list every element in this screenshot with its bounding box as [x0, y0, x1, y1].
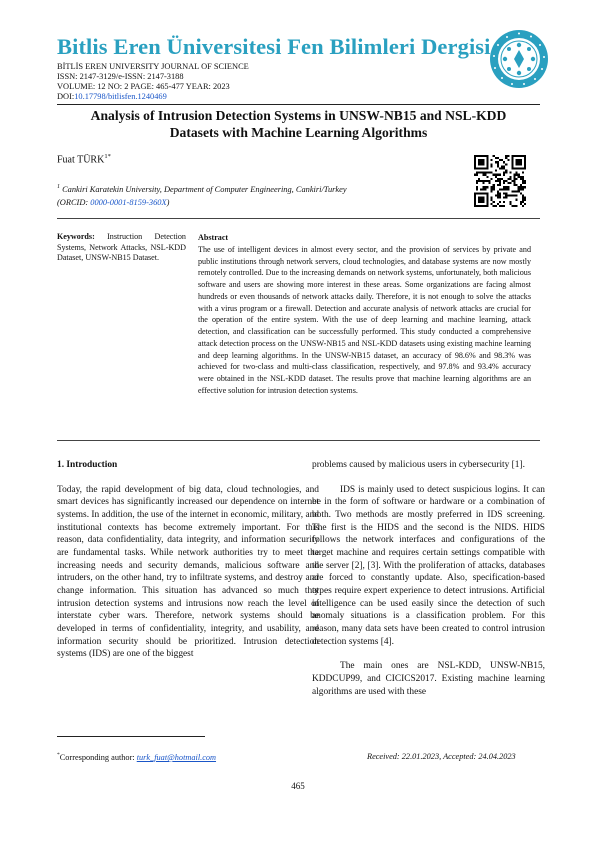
orcid-link[interactable]: 0000-0001-8159-360X: [90, 197, 167, 207]
doi-link[interactable]: 10.17798/bitlisfen.1240469: [74, 92, 167, 101]
right-column: [312, 459, 545, 698]
paper-title-line2: Datasets with Machine Learning Algorithms: [169, 125, 428, 140]
left-column: [57, 459, 319, 661]
abstract-divider: [57, 440, 540, 441]
keywords-text: Instruction Detection Systems, Network Attacks, NSL-KDD Dataset, UNSW-NB15 Dataset.: [57, 232, 186, 263]
qr-code-icon: [474, 155, 526, 207]
footnote-divider: [57, 736, 205, 737]
header-divider: [57, 104, 540, 105]
author-divider: [57, 218, 540, 219]
intro-paragraph-1: Today, the rapid development of big data, cloud technologies, and smart devices has significantly increased our dependence on internet systems. In addition, the use of the internet in economic, military, and institutional contexts has become extremely important. For this reason, data confidentiality, data integrity, and information security are fundamental tasks. While network authorities try to meet the increasing needs and security demands, malicious software and intruders, on the other hand, try to infiltrate systems, and destroy and change information. This situation has advanced so much that intrusion detection systems and intrusions now reach the level of interstate cyber wars. Therefore, network systems should be developed in terms of confidentiality, integrity, and usability, and information security should be prioritized. Intrusion detection systems (IDS) are one of the biggest: [57, 484, 319, 660]
intro-paragraph-4: The main ones are NSL-KDD, UNSW-NB15, KDDCUP99, and CICICS2017. Existing machine learning algorithms are used with these: [312, 661, 545, 697]
author-sup: 1*: [104, 153, 111, 160]
paper-title: [57, 107, 540, 141]
keywords-label: Keywords:: [57, 232, 95, 241]
affiliation-text: Cankiri Karatekin University, Department of Computer Engineering, Cankiri/Turkey: [62, 184, 347, 194]
received-accepted-dates: Received: 22.01.2023, Accepted: 24.04.2023: [367, 752, 516, 761]
doi-label: DOI:: [57, 92, 75, 101]
journal-issn: ISSN: 2147-3129/e-ISSN: 2147-3188: [57, 72, 184, 81]
journal-english-name: BİTLİS EREN UNIVERSITY JOURNAL OF SCIENCE: [57, 62, 249, 71]
paper-title-line1: Analysis of Intrusion Detection Systems in UNSW-NB15 and NSL-KDD: [90, 108, 507, 123]
author-email-link[interactable]: turk_fuat@hotmail.com: [136, 752, 217, 762]
journal-volume: VOLUME: 12 NO: 2 PAGE: 465-477 YEAR: 2023: [57, 82, 230, 91]
journal-title: Bitlis Eren Üniversitesi Fen Bilimleri Dergisi: [57, 34, 491, 59]
abstract-text: The use of intelligent devices in almost every sector, and the provision of services by private and public institutions through network servers, cloud technologies, and database systems are now mostly remotely controlled. Due to the increasing demands on network systems, unfortunately, both malicious software and users are showing more interest in these areas. Some organizations are facing almost hundreds or even thousands of network attacks daily. Therefore, it is not enough to solve the attacks with a virus program or a firewall. Detection and accurate analysis of network attacks are crucial for the operation of the entire system. With the use of deep learning and machine learning, attack detection, and classification can be successfully performed. This study conducted a comprehensive attack detection process on the UNSW-NB15 and NSL-KDD datasets using existing machine learning and deep learning algorithms. In the UNSW-NB15 dataset, an accuracy of 98.6% and 98.3% was achieved for two-class and multi-class classification, respectively, and 97.8% and 93.4% accuracy were obtained in the NSL-KDD dataset. The results prove that machine learning algorithms are an effective solution for intrusion detection systems.: [198, 244, 531, 395]
author-name: Fuat TÜRK: [57, 154, 105, 166]
keywords-block: [57, 232, 186, 264]
page-number: 465: [291, 781, 305, 791]
intro-paragraph-2: problems caused by malicious users in cybersecurity [1].: [312, 460, 525, 470]
intro-paragraph-3: IDS is mainly used to detect suspicious logins. It can be in the form of software or hardware or a combination of both. Two methods are mostly preferred in IDS screening. The first is the HIDS and the second is the NIDS. HIDS follows the network interfaces and configurations of the target machine and requires certain settings compatible with the server [2], [3]. With the proliferation of attacks, databases are forced to constantly update. Also, specification-based types require expert experience to detect intrusions. Artificial intelligence can be used easily since the detection of such anomaly situations is a classification problem. For this reason, many data sets have been created to control intrusion detection systems [4].: [312, 484, 545, 647]
corresponding-author-footnote: *Corresponding author: turk_fuat@hotmail.com: [57, 752, 217, 762]
journal-doi: [57, 92, 167, 102]
abstract-label: Abstract: [198, 233, 229, 242]
abstract-block: [198, 232, 531, 397]
section-heading: 1. Introduction: [57, 460, 118, 470]
affiliation: [57, 181, 437, 209]
author: [57, 153, 111, 165]
affil-sup: 1: [57, 184, 60, 190]
orcid-line: (ORCID: 0000-0001-8159-360X): [57, 197, 170, 207]
university-seal-icon: [488, 28, 550, 90]
